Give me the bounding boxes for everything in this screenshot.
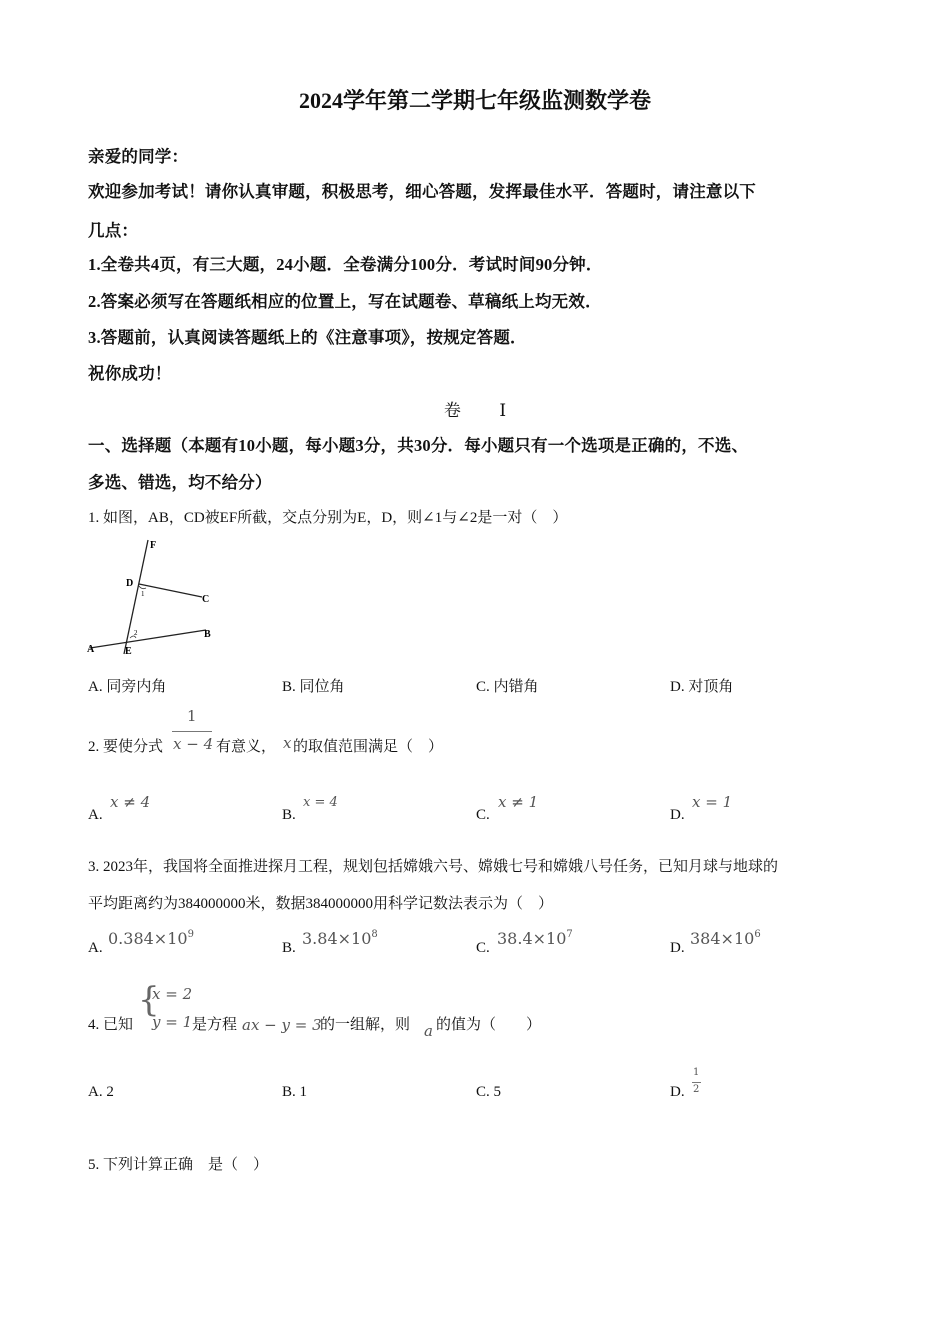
q3-value-b	[302, 929, 378, 948]
q3-line2: 平均距离约为384000000米，数据384000000用科学记数法表示为（ ）	[88, 896, 554, 912]
intro-note1: 1.全卷共4页，有三大题，24小题．全卷满分100分．考试时间90分钟．	[88, 255, 603, 274]
label-angle1: 1	[141, 590, 145, 598]
label-c: C	[202, 594, 210, 605]
page-title: 2024学年第二学期七年级监测数学卷	[298, 88, 651, 113]
intro-wish: 祝你成功！	[88, 364, 172, 383]
section1-line2: 多选、错选，均不给分）	[88, 473, 272, 492]
q2-value-a: x ≠ 4	[110, 793, 151, 811]
q3-label-c: C.	[476, 940, 490, 956]
q3-line1: 3. 2023年，我国将全面推进探月工程，规划包括嫦娥六号、嫦娥七号和嫦娥八号任务，已知月球与地球的	[88, 859, 779, 875]
q4-system-eq2: y = 1	[152, 1013, 193, 1031]
q4-d-denominator: 2	[693, 1084, 700, 1095]
q4-mid: 是方程	[192, 1017, 238, 1033]
q2-frac-denominator: x − 4	[173, 735, 214, 753]
q3-value-c	[497, 929, 573, 948]
label-d: D	[126, 578, 134, 589]
line-ab	[90, 630, 206, 648]
q4-system-brace: {	[138, 980, 160, 1020]
q3-exp-b: 8	[371, 929, 378, 940]
q3-value-d	[690, 929, 761, 948]
q1-option-d: D. 对顶角	[670, 679, 734, 695]
q2-suffix-a: 有意义，	[216, 739, 277, 755]
q5-stem: 5. 下列计算正确 是（ ）	[88, 1157, 269, 1173]
q2-variable: x	[283, 734, 292, 752]
q4-equation: ax − y = 3	[242, 1016, 322, 1034]
q4-suffix: 的值为（ ）	[436, 1017, 542, 1033]
q3-base-a: 0.384×10	[108, 929, 188, 948]
q3-value-a	[108, 929, 194, 948]
line-cd	[139, 584, 202, 597]
intro-line2: 几点：	[88, 221, 139, 240]
volume-heading	[0, 396, 950, 421]
q4-system-eq1: x = 2	[152, 985, 193, 1003]
q2-value-c: x ≠ 1	[498, 793, 539, 811]
q4-option-b: B. 1	[282, 1084, 308, 1100]
q2-frac-numerator: 1	[187, 707, 197, 725]
q3-label-a: A.	[88, 940, 103, 956]
label-angle2: 2	[134, 629, 138, 637]
intro-greeting: 亲爱的同学：	[88, 147, 189, 166]
q3-label-b: B.	[282, 940, 296, 956]
q2-suffix-b: 的取值范围满足（ ）	[293, 739, 444, 755]
section1-line1: 一、选择题（本题有10小题，每小题3分，共30分．每小题只有一个选项是正确的，不选、	[88, 436, 749, 455]
q3-base-d: 384×10	[690, 929, 755, 948]
q1-option-a: A. 同旁内角	[88, 679, 167, 695]
q1-stem: 1. 如图，AB，CD被EF所截，交点分别为E，D，则∠1与∠2是一对（ ）	[88, 510, 568, 526]
intro-note3: 3.答题前，认真阅读答题纸上的《注意事项》，按规定答题．	[88, 328, 527, 347]
q1-option-c: C. 内错角	[476, 679, 539, 695]
q2-label-b: B.	[282, 807, 296, 823]
q2-label-d: D.	[670, 807, 685, 823]
q4-mid2: 的一组解，则	[320, 1017, 411, 1033]
q4-d-numerator: 1	[693, 1067, 700, 1078]
q3-label-d: D.	[670, 940, 685, 956]
label-b: B	[204, 629, 211, 640]
q4-option-c: C. 5	[476, 1084, 502, 1100]
q3-exp-c: 7	[566, 929, 573, 940]
q2-value-b: x = 4	[303, 795, 338, 810]
q4-d-frac-bar	[692, 1082, 701, 1083]
q4-option-d: D.	[670, 1084, 685, 1100]
label-a: A	[87, 644, 95, 655]
q2-prefix: 2. 要使分式	[88, 739, 164, 755]
q4-prefix: 4. 已知	[88, 1017, 134, 1033]
q2-label-c: C.	[476, 807, 490, 823]
q2-frac-bar	[172, 731, 212, 732]
q2-value-d: x = 1	[692, 793, 733, 811]
angle1-arc	[139, 586, 146, 589]
q3-base-b: 3.84×10	[302, 929, 372, 948]
q1-figure	[84, 534, 224, 658]
intro-line1: 欢迎参加考试！请你认真审题，积极思考，细心答题，发挥最佳水平．答题时，请注意以下	[88, 182, 756, 201]
volume-left: 卷	[443, 401, 461, 420]
q4-option-a: A. 2	[88, 1084, 114, 1100]
q2-label-a: A.	[88, 807, 103, 823]
label-e: E	[125, 646, 132, 657]
q3-exp-a: 9	[187, 929, 194, 940]
volume-right: Ⅰ	[499, 401, 507, 420]
q3-base-c: 38.4×10	[497, 929, 567, 948]
intro-note2: 2.答案必须写在答题纸相应的位置上，写在试题卷、草稿纸上均无效．	[88, 292, 602, 311]
q3-exp-d: 6	[754, 929, 761, 940]
label-f: F	[150, 540, 157, 551]
q4-variable: a	[424, 1022, 433, 1040]
q1-option-b: B. 同位角	[282, 679, 345, 695]
